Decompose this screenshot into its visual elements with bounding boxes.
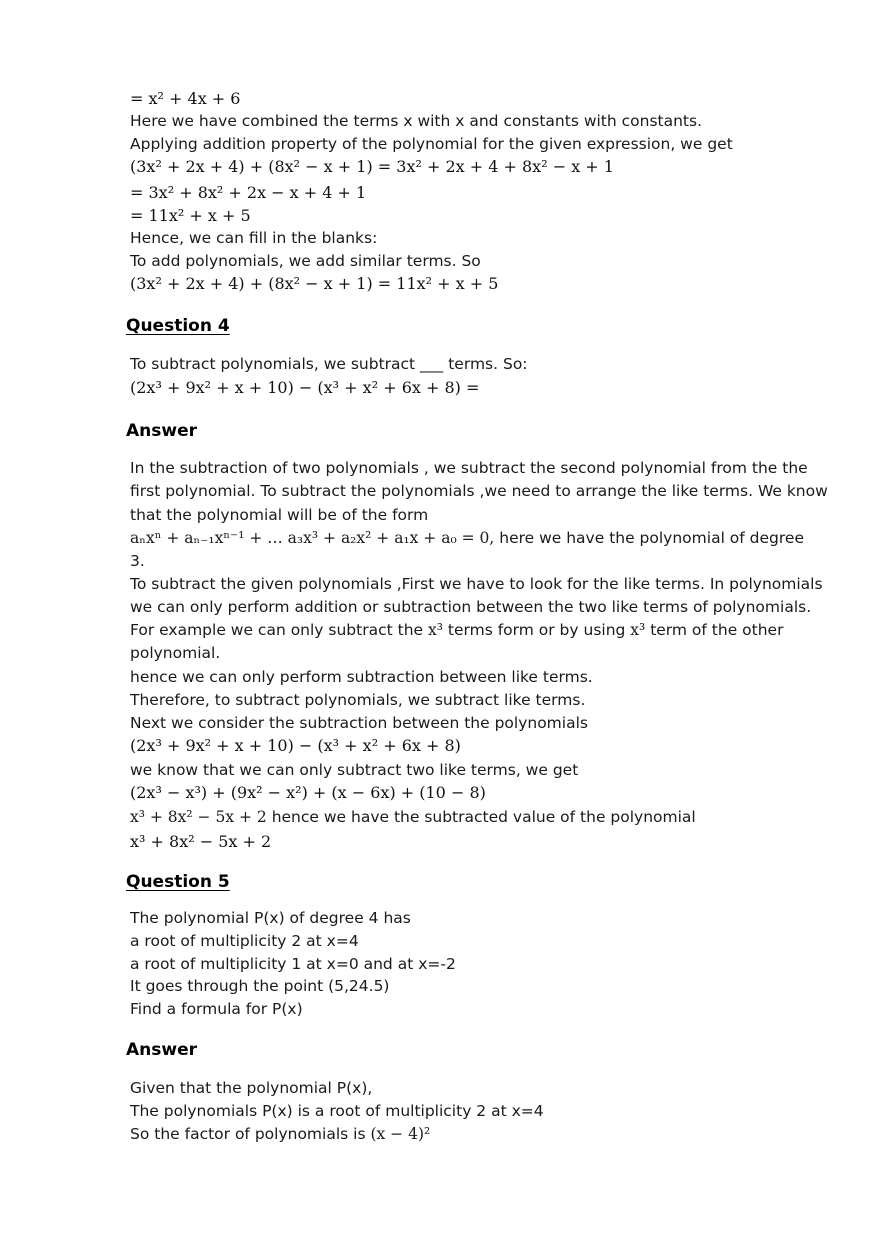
text-line: a root of multiplicity 1 at x=0 and at x=-2 xyxy=(130,955,456,973)
text-line: To add polynomials, we add similar terms. So xyxy=(130,252,481,270)
text-line: hence we can only perform subtraction between like terms. xyxy=(130,668,593,686)
text-line: To subtract the given polynomials ,First we have to look for the like terms. In polynomials xyxy=(130,575,823,593)
answer-4-heading: Answer xyxy=(126,421,197,441)
text-line: that the polynomial will be of the form xyxy=(130,506,429,524)
mixed-line xyxy=(130,620,824,640)
inline-text: For example we can only subtract the xyxy=(130,621,428,639)
math-line: = x² + 4x + 6 xyxy=(130,89,241,108)
inline-math: x³ + 8x² − 5x + 2 xyxy=(130,808,267,826)
text-line: It goes through the point (5,24.5) xyxy=(130,977,390,995)
math-line: (2x³ + 9x² + x + 10) − (x³ + x² + 6x + 8) = xyxy=(130,378,480,397)
math-line: (2x³ + 9x² + x + 10) − (x³ + x² + 6x + 8) xyxy=(130,736,461,755)
text-line: Next we consider the subtraction between the polynomials xyxy=(130,714,588,732)
math-line: = 11x² + x + 5 xyxy=(130,206,251,225)
inline-text: term of the other xyxy=(645,621,784,639)
mixed-line xyxy=(130,1124,824,1144)
inline-math: aₙxⁿ + aₙ₋₁xⁿ⁻¹ + … a₃x³ + a₂x² + a₁x + a₀ = 0, xyxy=(130,529,495,547)
math-line: = 3x² + 8x² + 2x − x + 4 + 1 xyxy=(130,183,367,202)
answer-5-heading: Answer xyxy=(126,1040,197,1060)
mixed-line xyxy=(130,807,824,827)
inline-text: So the factor of polynomials is xyxy=(130,1125,371,1143)
text-line: Given that the polynomial P(x), xyxy=(130,1079,373,1097)
inline-text: here we have the polynomial of degree xyxy=(494,529,804,547)
inline-math: x³ xyxy=(630,621,646,639)
question-5-heading: Question 5 xyxy=(126,872,230,892)
inline-text: hence we have the subtracted value of the polynomial xyxy=(266,808,696,826)
math-line: (3x² + 2x + 4) + (8x² − x + 1) = 11x² + x + 5 xyxy=(130,274,499,293)
text-line: Hence, we can fill in the blanks: xyxy=(130,229,378,247)
text-line: we know that we can only subtract two like terms, we get xyxy=(130,761,579,779)
math-line: x³ + 8x² − 5x + 2 xyxy=(130,832,272,851)
inline-math: (x − 4)² xyxy=(370,1125,431,1143)
text-line: Therefore, to subtract polynomials, we subtract like terms. xyxy=(130,691,586,709)
text-line: polynomial. xyxy=(130,644,221,662)
text-line: The polynomials P(x) is a root of multiplicity 2 at x=4 xyxy=(130,1102,544,1120)
text-line: we can only perform addition or subtraction between the two like terms of polynomials. xyxy=(130,598,812,616)
inline-text: terms form or by using xyxy=(442,621,631,639)
inline-math: x³ xyxy=(428,621,443,639)
text-line: Applying addition property of the polynomial for the given expression, we get xyxy=(130,135,733,153)
mixed-line xyxy=(130,528,824,548)
text-line: Find a formula for P(x) xyxy=(130,1000,303,1018)
text-line: The polynomial P(x) of degree 4 has xyxy=(130,909,411,927)
text-line: first polynomial. To subtract the polynomials ,we need to arrange the like terms. We know xyxy=(130,482,828,500)
text-line: To subtract polynomials, we subtract ___ terms. So: xyxy=(130,355,528,373)
text-line: Here we have combined the terms x with x and constants with constants. xyxy=(130,112,703,130)
text-line: a root of multiplicity 2 at x=4 xyxy=(130,932,359,950)
text-line: 3. xyxy=(130,552,145,570)
text-line: In the subtraction of two polynomials , we subtract the second polynomial from the the xyxy=(130,459,808,477)
math-line: (2x³ − x³) + (9x² − x²) + (x − 6x) + (10 − 8) xyxy=(130,783,486,802)
question-4-heading: Question 4 xyxy=(126,316,230,336)
math-line: (3x² + 2x + 4) + (8x² − x + 1) = 3x² + 2x + 4 + 8x² − x + 1 xyxy=(130,157,614,176)
